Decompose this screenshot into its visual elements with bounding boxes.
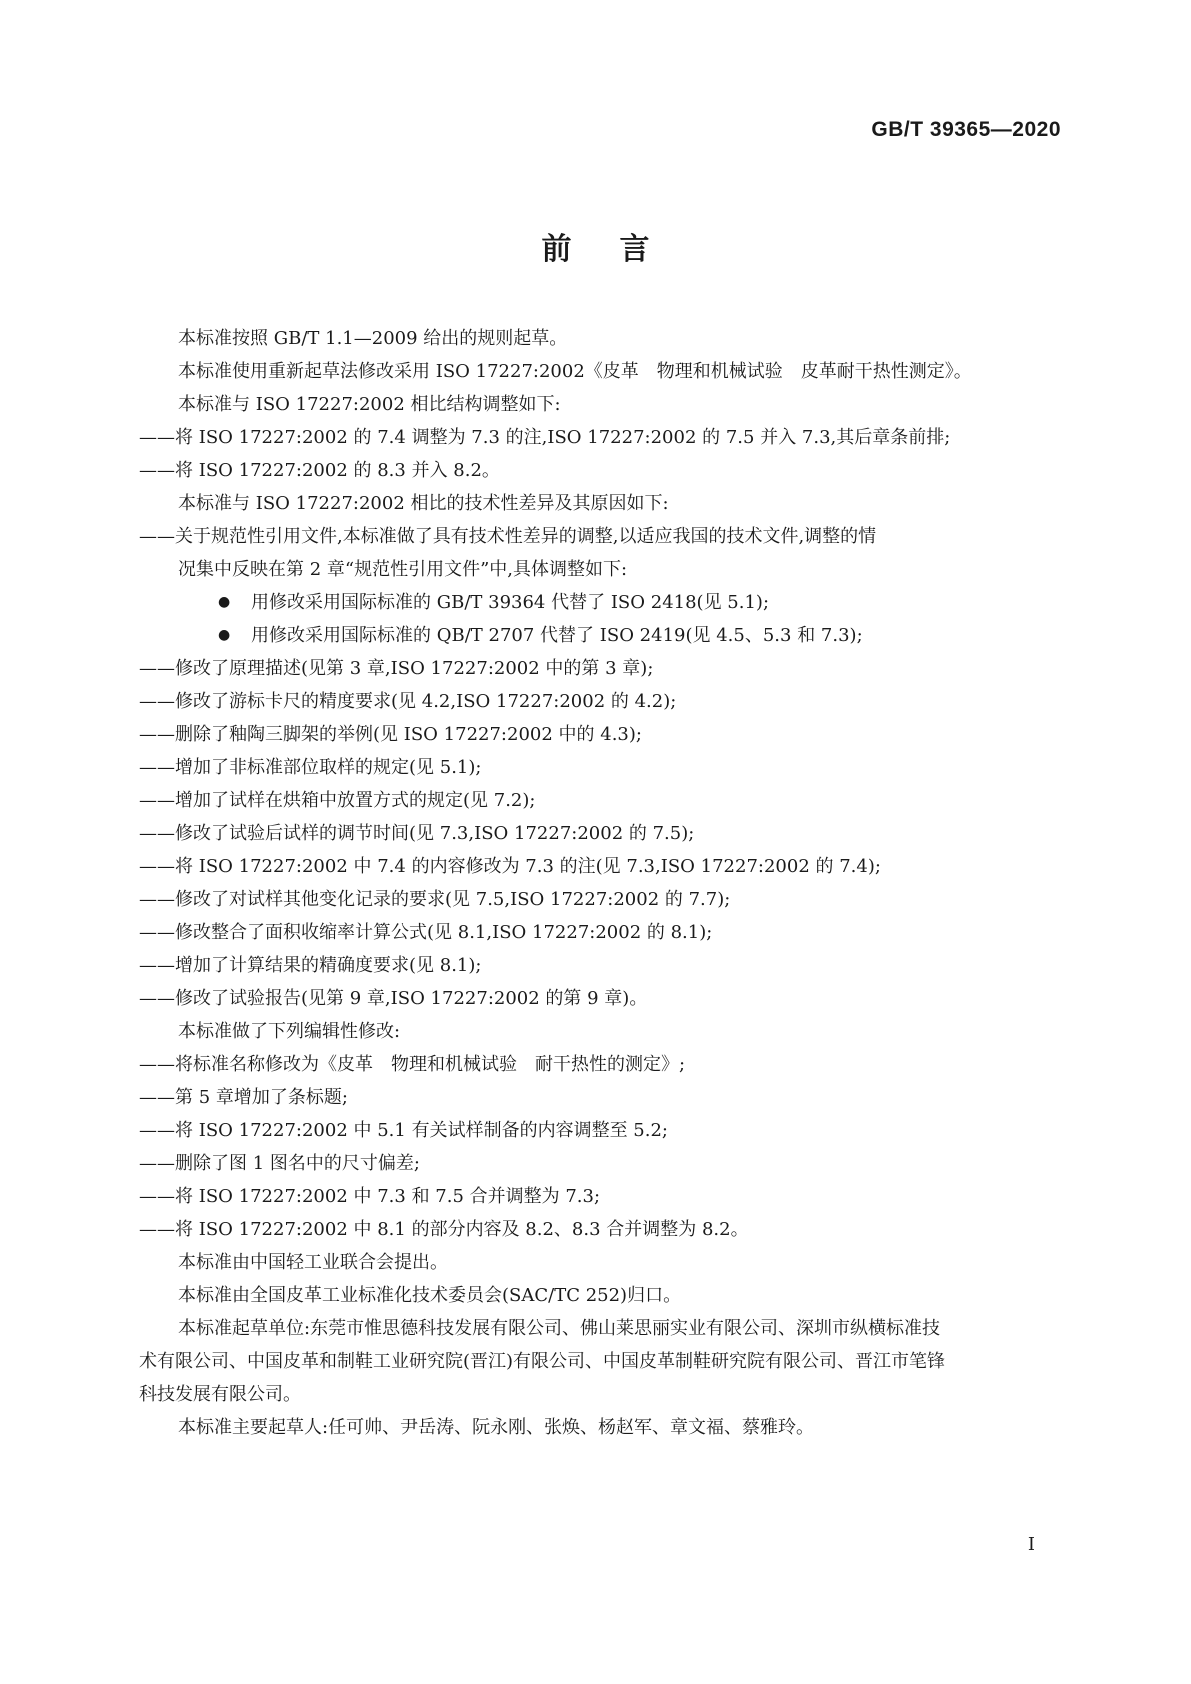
dash-item: ——删除了釉陶三脚架的举例(见 ISO 17227:2002 中的 4.3); <box>139 724 642 745</box>
dash-item: ——将 ISO 17227:2002 中 7.4 的内容修改为 7.3 的注(见 7.3,ISO 17227:2002 的 7.4); <box>139 856 881 877</box>
dash-item: ——修改了原理描述(见第 3 章,ISO 17227:2002 中的第 3 章); <box>139 658 654 679</box>
bullet-icon: ● <box>218 594 231 610</box>
document-body <box>139 322 1058 1444</box>
paragraph: 本标准起草单位:东莞市惟思德科技发展有限公司、佛山莱思丽实业有限公司、深圳市纵横标准技 <box>178 1318 941 1339</box>
dash-item: ——删除了图 1 图名中的尺寸偏差; <box>139 1153 420 1174</box>
paragraph: 本标准使用重新起草法修改采用 ISO 17227:2002《皮革 物理和机械试验 皮革耐干热性测定》。 <box>178 361 972 382</box>
dash-item: ——增加了非标准部位取样的规定(见 5.1); <box>139 757 482 778</box>
paragraph: 本标准与 ISO 17227:2002 相比的技术性差异及其原因如下: <box>178 493 669 514</box>
dash-item: ——将 ISO 17227:2002 中 8.1 的部分内容及 8.2、8.3 合并调整为 8.2。 <box>139 1219 749 1240</box>
dash-item: ——修改整合了面积收缩率计算公式(见 8.1,ISO 17227:2002 的 8.1); <box>139 922 713 943</box>
bullet-icon: ● <box>218 627 231 643</box>
bullet-text: 用修改采用国际标准的 GB/T 39364 代替了 ISO 2418(见 5.1); <box>251 592 770 613</box>
page-number: I <box>1027 1534 1035 1555</box>
dash-item: ——增加了试样在烘箱中放置方式的规定(见 7.2); <box>139 790 536 811</box>
dash-item: ——第 5 章增加了条标题; <box>139 1087 348 1108</box>
dash-item: ——将 ISO 17227:2002 的 7.4 调整为 7.3 的注,ISO 17227:2002 的 7.5 并入 7.3,其后章条前排; <box>139 427 951 448</box>
bullet-item <box>178 619 1058 652</box>
paragraph: 本标准由中国轻工业联合会提出。 <box>178 1252 448 1273</box>
bullet-item <box>178 586 1058 619</box>
paragraph: 本标准与 ISO 17227:2002 相比结构调整如下: <box>178 394 561 415</box>
dash-item-continuation: 况集中反映在第 2 章“规范性引用文件”中,具体调整如下: <box>178 559 628 580</box>
dash-item: ——修改了对试样其他变化记录的要求(见 7.5,ISO 17227:2002 的 7.7); <box>139 889 731 910</box>
page-title: 前言 <box>541 232 698 267</box>
paragraph: 本标准做了下列编辑性修改: <box>178 1021 401 1042</box>
dash-item: ——增加了计算结果的精确度要求(见 8.1); <box>139 955 482 976</box>
paragraph: 本标准由全国皮革工业标准化技术委员会(SAC/TC 252)归口。 <box>178 1285 682 1306</box>
dash-item: ——修改了游标卡尺的精度要求(见 4.2,ISO 17227:2002 的 4.2); <box>139 691 677 712</box>
dash-item: ——将标准名称修改为《皮革 物理和机械试验 耐干热性的测定》; <box>139 1054 686 1075</box>
dash-item: ——将 ISO 17227:2002 的 8.3 并入 8.2。 <box>139 460 500 481</box>
paragraph-continuation: 科技发展有限公司。 <box>139 1384 301 1405</box>
standard-number: GB/T 39365—2020 <box>871 118 1061 141</box>
dash-item: ——修改了试验报告(见第 9 章,ISO 17227:2002 的第 9 章)。 <box>139 988 648 1009</box>
dash-item: ——关于规范性引用文件,本标准做了具有技术性差异的调整,以适应我国的技术文件,调整的情 <box>139 526 877 547</box>
bullet-text: 用修改采用国际标准的 QB/T 2707 代替了 ISO 2419(见 4.5、5.3 和 7.3); <box>251 625 863 646</box>
dash-item: ——将 ISO 17227:2002 中 7.3 和 7.5 合并调整为 7.3; <box>139 1186 601 1207</box>
dash-item: ——将 ISO 17227:2002 中 5.1 有关试样制备的内容调整至 5.2; <box>139 1120 668 1141</box>
dash-item: ——修改了试验后试样的调节时间(见 7.3,ISO 17227:2002 的 7.5); <box>139 823 695 844</box>
paragraph: 本标准主要起草人:任可帅、尹岳涛、阮永刚、张焕、杨赵军、章文福、蔡雅玲。 <box>178 1417 815 1438</box>
paragraph: 本标准按照 GB/T 1.1—2009 给出的规则起草。 <box>178 328 568 349</box>
paragraph-continuation: 术有限公司、中国皮革和制鞋工业研究院(晋江)有限公司、中国皮革制鞋研究院有限公司、晋江市笔锋 <box>139 1351 946 1372</box>
